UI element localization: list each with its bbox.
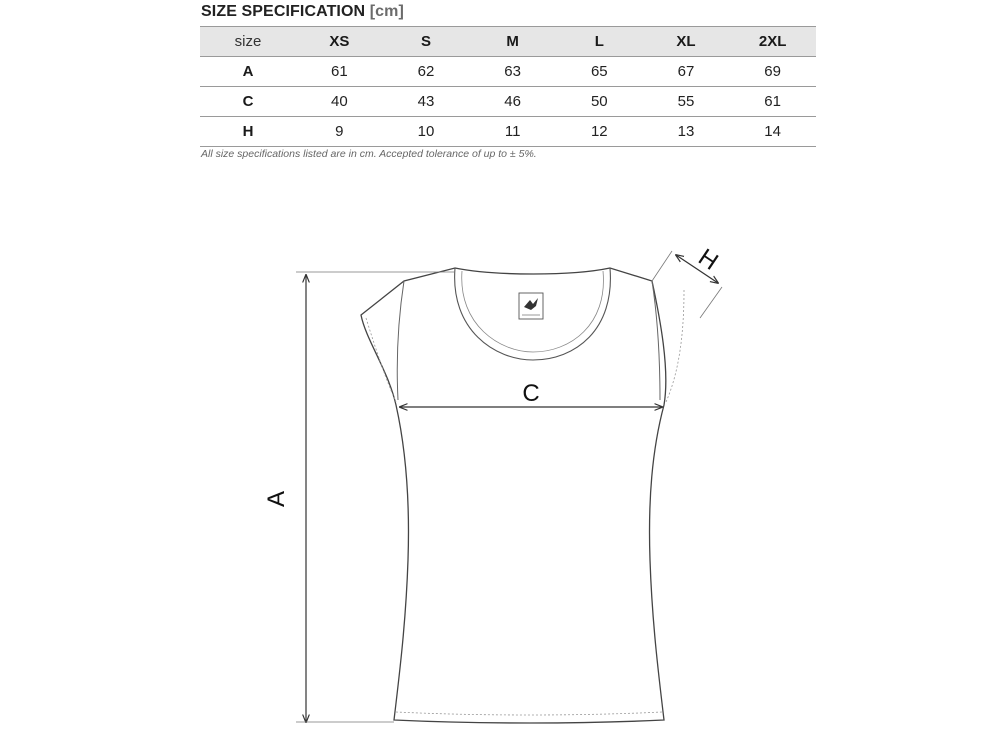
header-size: XS — [296, 27, 383, 57]
table-cell: 67 — [643, 57, 730, 87]
table-cell: 69 — [729, 57, 816, 87]
table-cell: 12 — [556, 117, 643, 147]
dimension-h-guide-2 — [700, 287, 722, 318]
table-cell: 50 — [556, 87, 643, 117]
dimension-h-guide-1 — [652, 251, 672, 281]
table-cell: 13 — [643, 117, 730, 147]
row-label: A — [200, 57, 296, 87]
dimension-h-label: H — [693, 243, 723, 276]
table-cell: 9 — [296, 117, 383, 147]
header-size: XL — [643, 27, 730, 57]
table-cell: 61 — [296, 57, 383, 87]
title-unit: [cm] — [369, 3, 404, 20]
table-cell: 61 — [729, 87, 816, 117]
tshirt-outline — [361, 268, 666, 723]
table-cell: 10 — [383, 117, 470, 147]
table-cell: 40 — [296, 87, 383, 117]
tolerance-note: All size specifications listed are in cm. Accepted tolerance of up to ± 5%. — [201, 148, 537, 160]
table-cell: 46 — [469, 87, 556, 117]
header-size: S — [383, 27, 470, 57]
table-cell: 65 — [556, 57, 643, 87]
table-cell: 55 — [643, 87, 730, 117]
header-size-label: size — [200, 27, 296, 57]
header-size: L — [556, 27, 643, 57]
bird-logo-icon — [519, 293, 543, 319]
table-cell: 62 — [383, 57, 470, 87]
table-cell: 63 — [469, 57, 556, 87]
right-sleeve-hem — [666, 290, 684, 402]
header-size: 2XL — [729, 27, 816, 57]
row-label: H — [200, 117, 296, 147]
title-text: SIZE SPECIFICATION — [201, 3, 366, 20]
table-cell: 43 — [383, 87, 470, 117]
dimension-c-label: C — [522, 380, 540, 407]
table-cell: 14 — [729, 117, 816, 147]
header-size: M — [469, 27, 556, 57]
table-cell: 11 — [469, 117, 556, 147]
dimension-a-label: A — [263, 490, 290, 508]
row-label: C — [200, 87, 296, 117]
